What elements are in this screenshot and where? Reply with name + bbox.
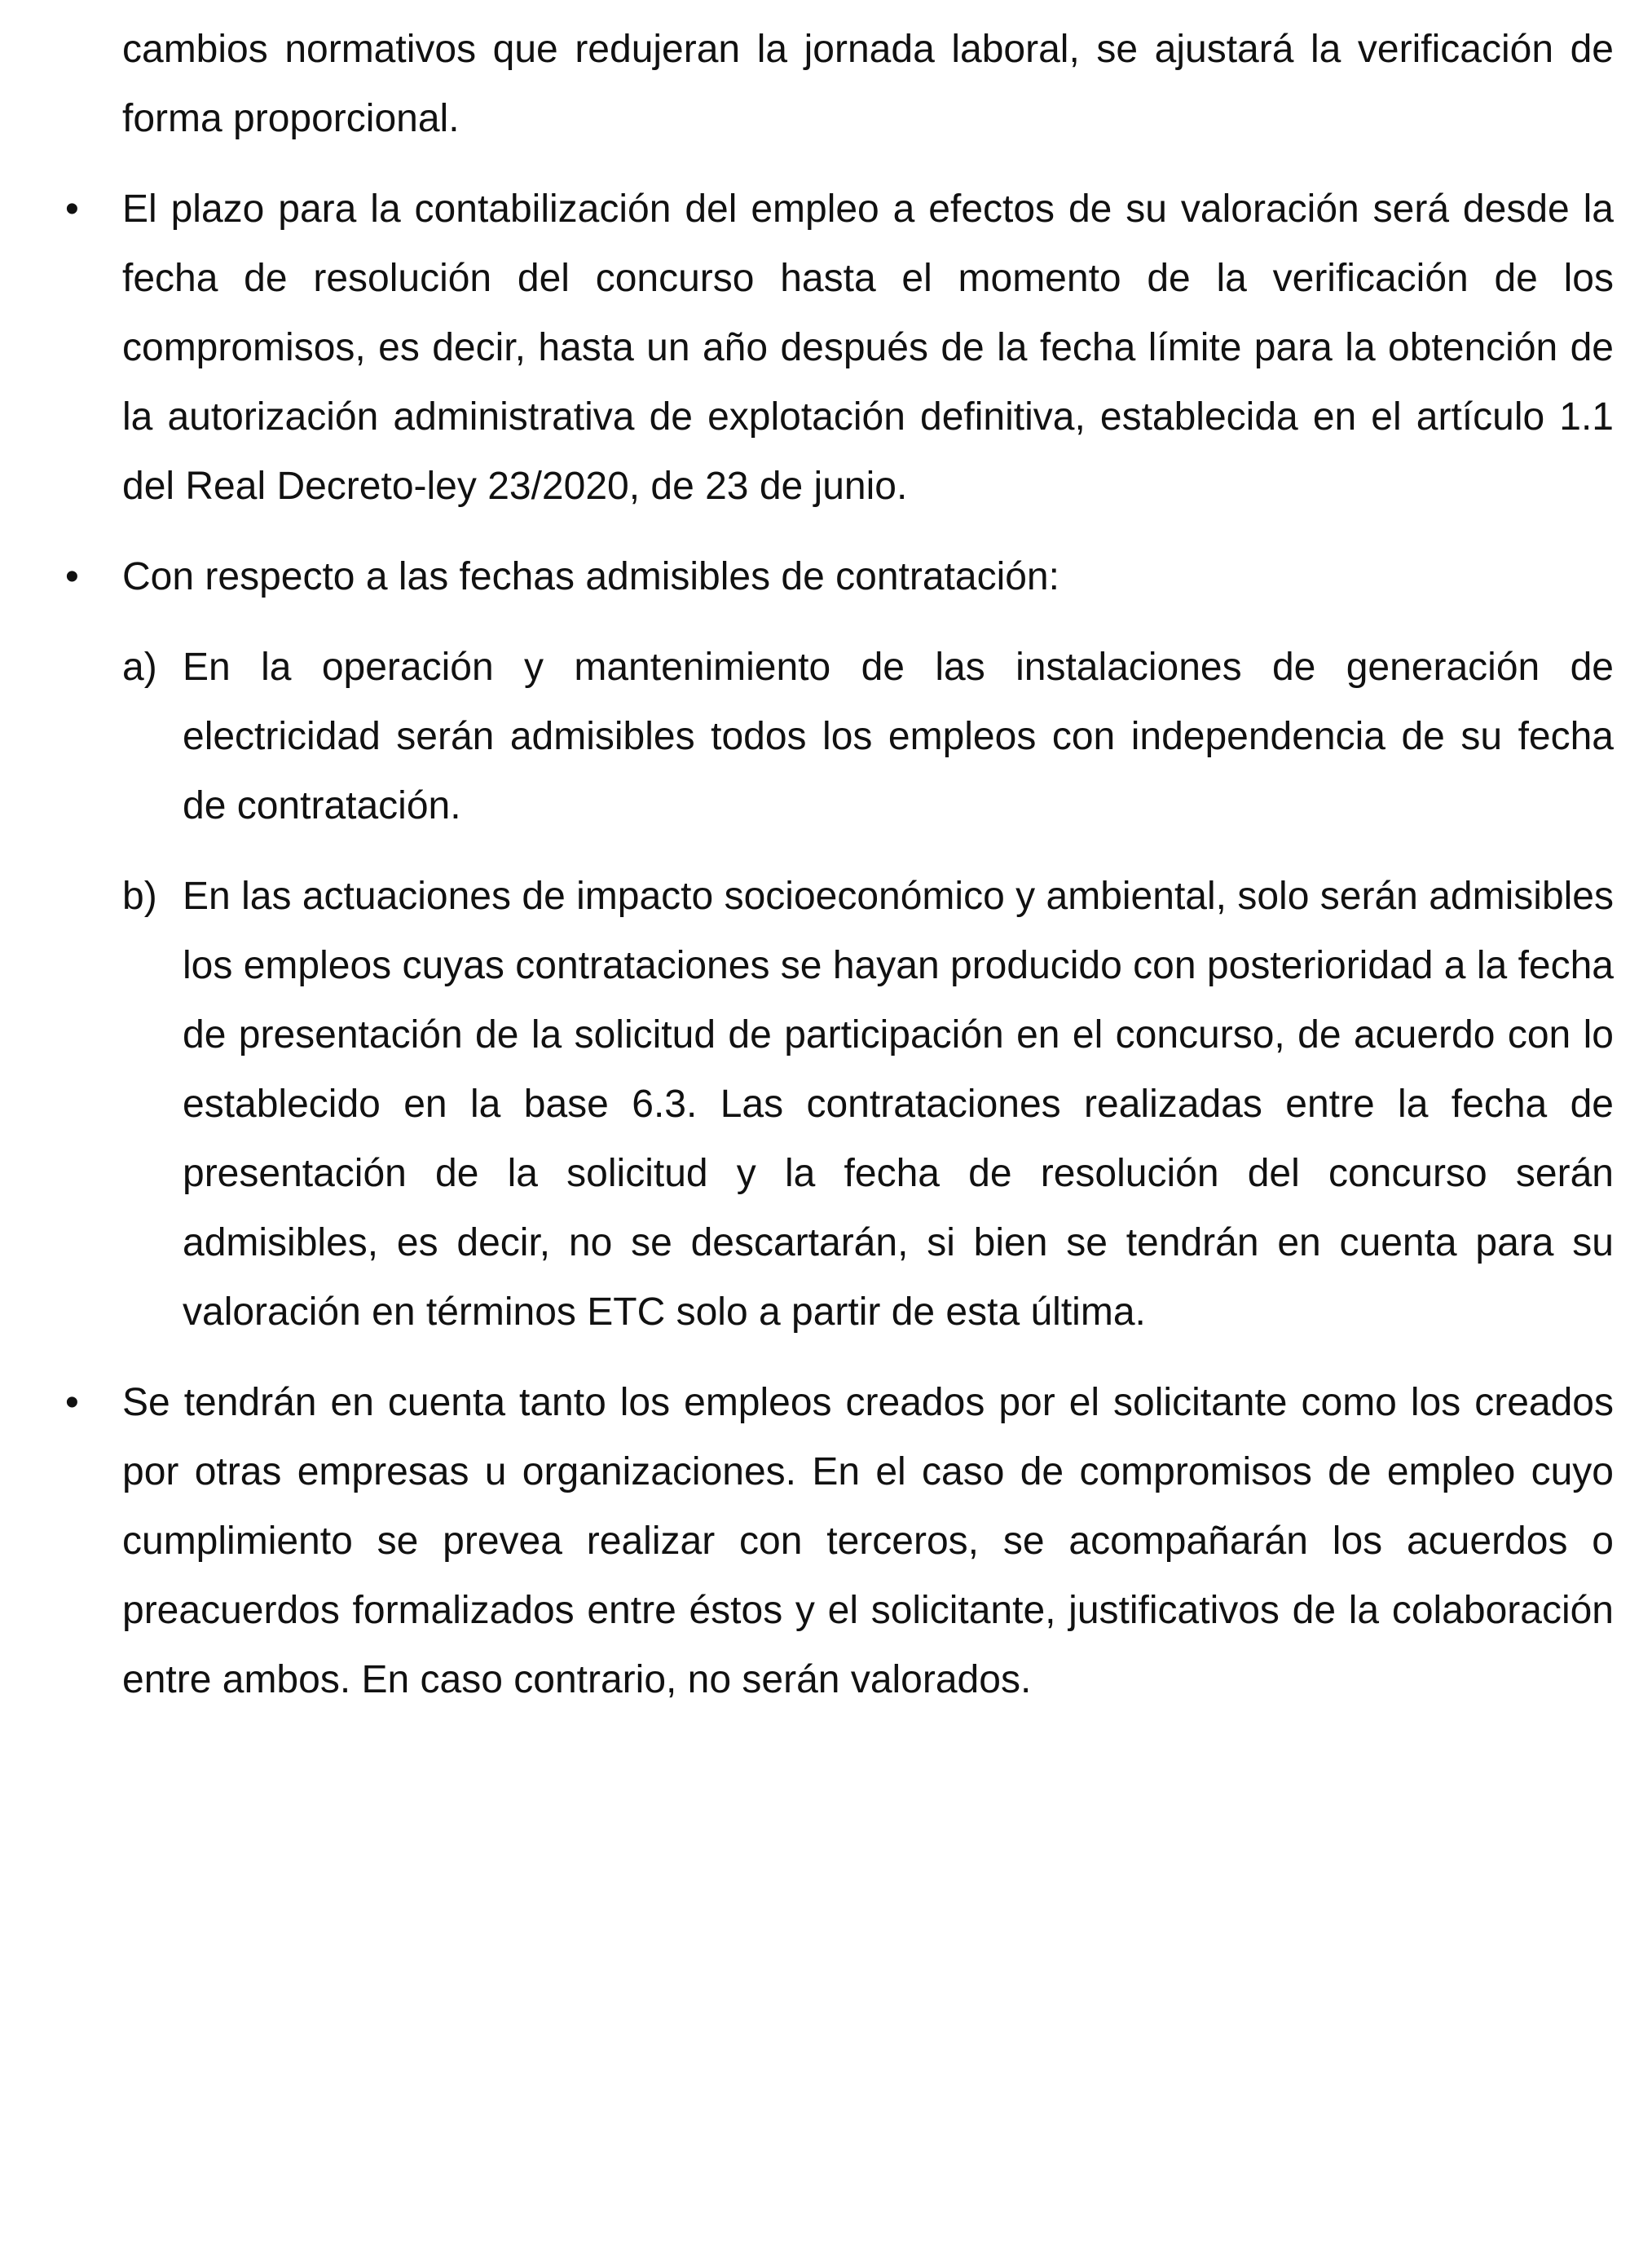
bullet-icon: • <box>65 1381 79 1424</box>
sub-list-fechas <box>122 633 1614 1347</box>
sub-item-b <box>122 862 1614 1347</box>
sub-item-a <box>122 633 1614 840</box>
sub-item-text: En la operación y mantenimiento de las instalaciones de generación de electricidad serán admisibles todos los empleos con independencia de su fecha de contratación. <box>183 646 1614 827</box>
bullet-item-plazo <box>65 174 1614 521</box>
sub-item-text: En las actuaciones de impacto socioeconómico y ambiental, solo serán admisibles los empleos cuyas contrataciones se hayan producido con posterioridad a la fecha de presentación de la solicitud de participación en el concurso, de acuerdo con lo establecido en la base 6.3. Las contrataciones realizadas entre la fecha de presentación de la solicitud y la fecha de resolución del concurso serán admisibles, es decir, no se descartarán, si bien se tendrán en cuenta para su valoración en términos ETC solo a partir de esta última. <box>183 875 1614 1334</box>
bullet-icon: • <box>65 187 79 231</box>
bullet-text-plazo: El plazo para la contabilización del empleo a efectos de su valoración será desde la fecha de resolución del concurso hasta el momento de la verificación de los compromisos, es decir, hasta un año después de la fecha límite para la obtención de la autorización administrativa de explotación definitiva, establecida en el artículo 1.1 del Real Decreto-ley 23/2020, de 23 de junio. <box>122 187 1614 508</box>
bullet-item-fechas <box>65 542 1614 1347</box>
continuation-paragraph: cambios normativos que redujeran la jornada laboral, se ajustará la verificación de forma proporcional. <box>122 28 1614 140</box>
bullet-text-terceros: Se tendrán en cuenta tanto los empleos creados por el solicitante como los creados por otras empresas u organizaciones. En el caso de compromisos de empleo cuyo cumplimiento se prevea realizar con terceros, se acompañarán los acuerdos o preacuerdos formalizados entre éstos y el solicitante, justificativos de la colaboración entre ambos. En caso contrario, no serán valorados. <box>122 1381 1614 1701</box>
bullet-text-fechas: Con respecto a las fechas admisibles de contratación: <box>122 555 1059 598</box>
document-body <box>65 15 1614 1714</box>
sub-item-letter: b) <box>122 875 157 918</box>
bullet-icon: • <box>65 555 79 598</box>
bullet-item-terceros <box>65 1368 1614 1714</box>
sub-item-letter: a) <box>122 646 157 689</box>
